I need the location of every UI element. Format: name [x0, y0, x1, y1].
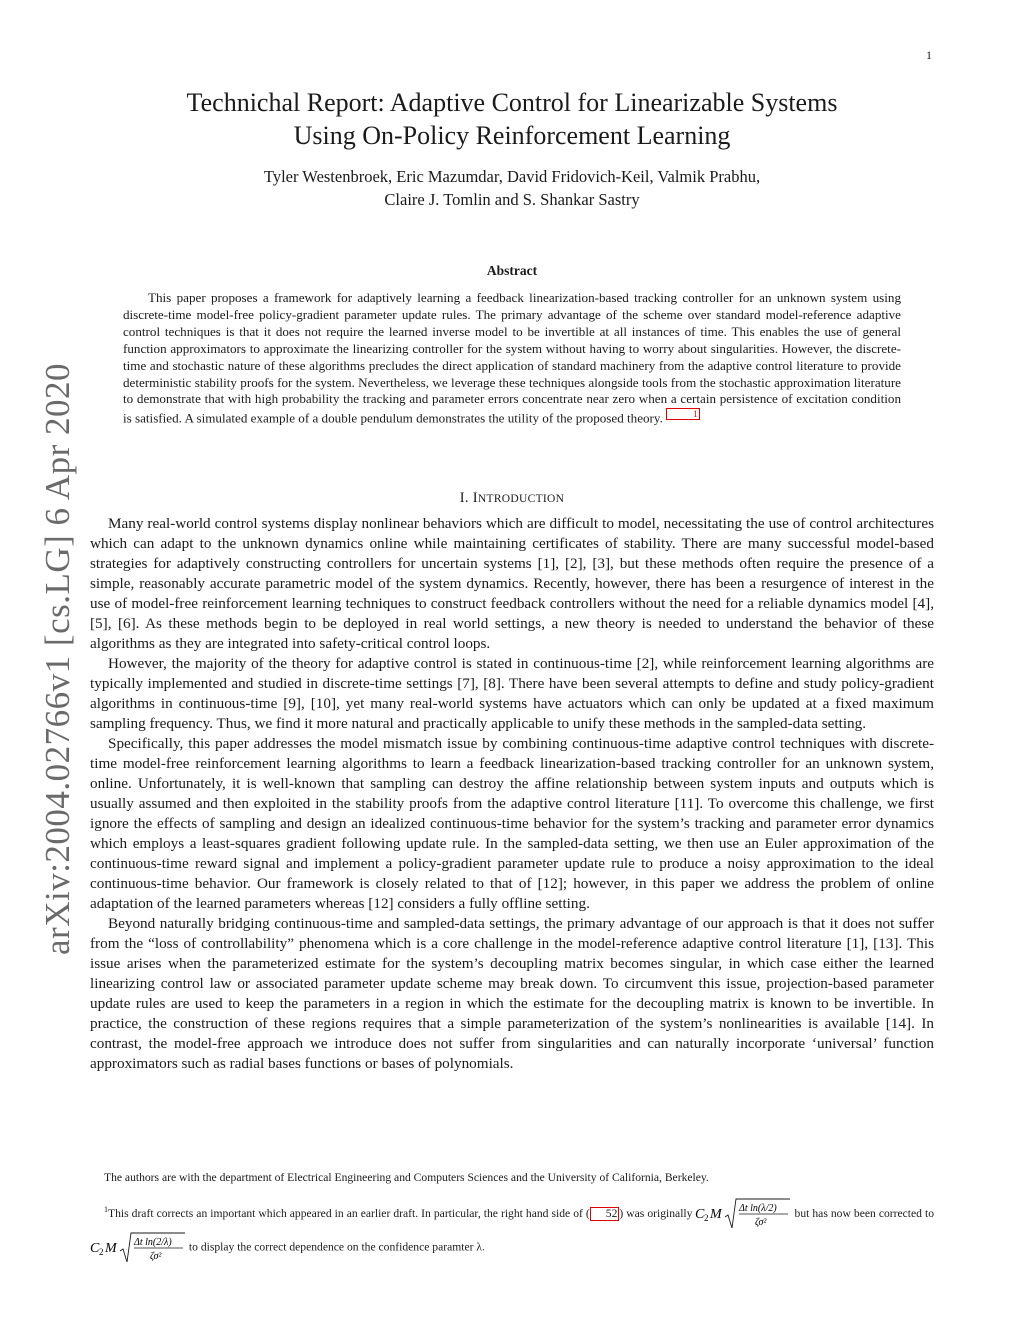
section-heading-introduction — [110, 490, 914, 507]
footnote-ref-link[interactable]: 1 — [666, 408, 700, 420]
paragraph: However, the majority of the theory for adaptive control is stated in continuous-time [2], while reinforcement learning algorithms are typically implemented and studied in discrete-time settings [7], [8]. There have been several attempts to define and study policy-gradient algorithms in continuous-time [9], [10], yet many real-world systems have actuators which can only be updated at a fixed maximum sampling frequency. Thus, we find it more natural and practically applicable to unify these methods in the sampled-data setting. — [90, 655, 934, 732]
paragraph: Many real-world control systems display nonlinear behaviors which are difficult to model, necessitating the use of control architectures which can adapt to the unknown dynamics online while maintaining certificates of stability. There are many successful model-based strategies for adaptively constructing controllers for uncertain systems [1], [2], [3], but these methods often require the presence of a simple, reasonably accurate parametric model of the system dynamics. Recently, however, there has been a resurgence of interest in the use of model-free reinforcement learning techniques to construct feedback controllers without the need for a reliable dynamics model [4], [5], [6]. As these methods begin to be deployed in real world settings, a new theory is needed to understand the behavior of these algorithms as they are integrated into safety-critical control loops. — [90, 515, 934, 652]
title-line-1: Technichal Report: Adaptive Control for Linearizable Systems — [186, 88, 838, 117]
footnote-correction — [90, 1194, 934, 1265]
section-title-rest: NTRODUCTION — [477, 493, 565, 505]
footnote-affiliation: The authors are with the department of Electrical Engineering and Computers Sciences and the University of California, Berkeley. — [104, 1171, 709, 1184]
formula-original — [695, 1197, 791, 1231]
formula-denominator: ζσ² — [150, 1251, 162, 1263]
equation-ref-link[interactable] — [590, 1207, 620, 1221]
authors-line-1: Tyler Westenbroek, Eric Mazumdar, David Fridovich-Keil, Valmik Prabhu, — [263, 167, 761, 186]
formula-m: M — [710, 1207, 723, 1223]
abstract-text: This paper proposes a framework for adaptively learning a feedback linearization-based tracking controller for an unknown system using discrete-time model-free policy-gradient parameter update rules. The primary advantage of the scheme over standard model-reference adaptive control techniques is that it does not require the learned inverse model to be invertible at all instances of time. This enables the use of general function approximators to approximate the linearizing controller for the system without having to worry about singularities. However, the discrete-time and stochastic nature of these algorithms precludes the direct application of standard machinery from the adaptive control literature to provide deterministic stability proofs for the system. Nevertheless, we leverage these techniques alongside tools from the stochastic approximation literature to demonstrate that with high probability the tracking and parameter errors concentrate near zero when a certain persistence of excitation condition is satisfied. A simulated example of a double pendulum demonstrates the utility of the proposed theory. — [123, 290, 901, 426]
formula-numerator: Δt ln(λ/2) — [739, 1203, 778, 1215]
section-number: I. — [459, 490, 469, 506]
paper-title — [110, 86, 914, 152]
footnote-text-b: ) was originally — [619, 1206, 696, 1220]
section-title-initial: I — [472, 490, 478, 506]
formula-numerator: Δt ln(2/λ) — [134, 1237, 172, 1249]
formula-sub: 2 — [704, 1213, 709, 1224]
author-list — [110, 165, 914, 211]
title-line-2: Using On-Policy Reinforcement Learning — [293, 121, 731, 150]
authors-line-2: Claire J. Tomlin and S. Shankar Sastry — [384, 190, 640, 209]
arxiv-stamp: arXiv:2004.02766v1 [cs.LG] 6 Apr 2020 — [38, 362, 77, 955]
formula-m: M — [105, 1241, 117, 1257]
formula-sub: 2 — [99, 1247, 104, 1258]
paragraph: Beyond naturally bridging continuous-time and sampled-data settings, the primary advantage of our approach is that it does not suffer from the “loss of controllability” phenomena which is a core challenge in the model-reference adaptive control literature [1], [13]. This issue arises when the parameterized estimate for the system’s decoupling matrix becomes singular, in which case either the learned linearizing control law or associated parameter update scheme may break down. To circumvent this issue, projection-based parameter update rules are used to keep the parameters in a region in which the estimate for the decoupling matrix is known to be invertible. In practice, the construction of these regions requires that a simple parameterization of the system’s nonlinearities is available [14]. In contrast, the model-free approach we introduce does not suffer from singularities and can naturally incorporate ‘universal’ function approximators such as radial bases functions or bases of polynomials. — [90, 915, 934, 1072]
footnote-text-c: but has now been corrected to — [794, 1206, 934, 1220]
introduction-body — [90, 514, 934, 1074]
footnote-text-d: to display the correct dependence on the confidence paramter λ. — [188, 1240, 485, 1254]
footnotes — [90, 1170, 934, 1265]
abstract-heading: Abstract — [486, 263, 538, 278]
footnote-mark: 1 — [104, 1205, 108, 1214]
footnote-text-a: This draft corrects an important which appeared in an earlier draft. In particular, the right hand side of ( — [108, 1206, 590, 1220]
paragraph: Specifically, this paper addresses the model mismatch issue by combining continuous-time adaptive control techniques with discrete-time model-free reinforcement learning algorithms to learn a feedback linearization-based tracking controller for an unknown system, online. Unfortunately, it is well-known that sampling can destroy the affine relationship between system inputs and outputs which is usually assumed and then exploited in the stability proofs from the adaptive control literature [11]. To overcome this challenge, we first ignore the effects of sampling and design an idealized continuous-time behavior for the system’s tracking and parameter error dynamics which employs a least-squares gradient following update rule. In the sampled-data setting, we then use an Euler approximation of the continuous-time reward signal and implement a policy-gradient parameter update rule to produce a noisy approximation to the ideal continuous-time behavior. Our framework is closely related to that of [12]; however, in this paper we address the problem of online adaptation of the learned parameters whereas [12] considers a fully offline setting. — [90, 735, 934, 912]
page-number: 1 — [926, 48, 932, 62]
formula-c: C — [695, 1207, 705, 1223]
formula-denominator: ζσ² — [755, 1217, 767, 1229]
formula-corrected — [90, 1231, 186, 1265]
equation-ref-number: 52 — [605, 1206, 618, 1220]
formula-c: C — [90, 1241, 100, 1257]
abstract-body — [123, 290, 901, 428]
